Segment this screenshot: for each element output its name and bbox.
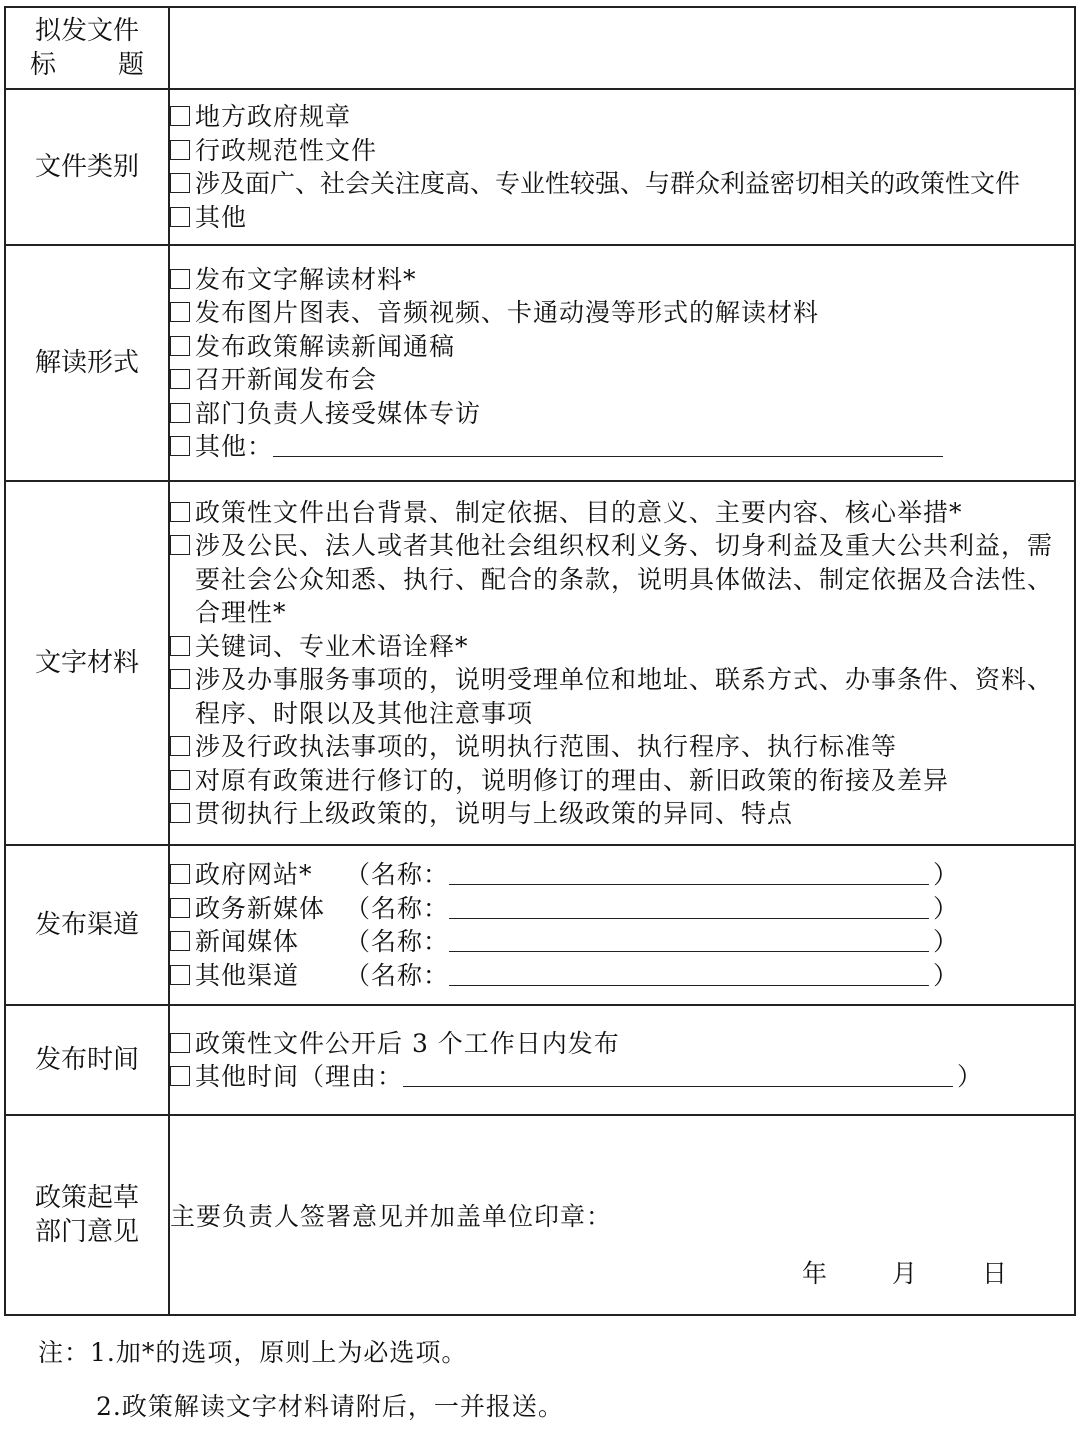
option-item xyxy=(170,100,1074,134)
label-title-char2: 题 xyxy=(117,50,144,80)
row-opinion xyxy=(5,1115,1075,1315)
checkbox[interactable] xyxy=(170,269,190,289)
option-item xyxy=(170,730,1074,764)
checkbox[interactable] xyxy=(170,803,190,823)
option-item xyxy=(170,430,1074,464)
reason-input[interactable] xyxy=(403,1060,953,1087)
label-title-char1: 标 xyxy=(30,50,57,80)
checkbox[interactable] xyxy=(170,864,190,884)
row-title xyxy=(5,7,1075,89)
option-item xyxy=(170,1027,1074,1061)
option-label: 政策性文件公开后 3 个工作日内发布 xyxy=(195,1028,620,1058)
option-item xyxy=(170,1060,1074,1094)
label-opinion-line1: 政策起草 xyxy=(34,1183,139,1213)
option-item xyxy=(170,263,1074,297)
name-prefix: （名称： xyxy=(345,927,450,956)
checkbox[interactable] xyxy=(170,669,190,689)
option-label: 涉及办事服务事项的，说明受理单位和地址、联系方式、办事条件、资料、程序、时限以及其他注意事项 xyxy=(195,665,1054,728)
row-category xyxy=(5,89,1075,245)
channel-name-input[interactable] xyxy=(449,925,929,952)
label-opinion-line2: 部门意见 xyxy=(34,1217,139,1247)
checkbox[interactable] xyxy=(170,436,190,456)
checkbox[interactable] xyxy=(170,403,190,423)
row-interpretation xyxy=(5,245,1075,481)
checkbox[interactable] xyxy=(170,369,190,389)
checkbox[interactable] xyxy=(170,1033,190,1053)
channel-name: 政府网站* xyxy=(195,860,313,889)
other-label: 其他： xyxy=(195,432,274,461)
option-item xyxy=(170,296,1074,330)
option-item xyxy=(170,496,1074,530)
option-item xyxy=(170,363,1074,397)
option-item xyxy=(170,764,1074,798)
note-1: 注：1.加*的选项，原则上为必选项。 xyxy=(38,1338,468,1367)
label-title xyxy=(5,7,169,89)
other-input-line[interactable] xyxy=(273,430,943,457)
option-label: 行政规范性文件 xyxy=(195,135,378,165)
checkbox[interactable] xyxy=(170,106,190,126)
label-interpretation: 解读形式 xyxy=(5,245,169,481)
option-label: 政策性文件出台背景、制定依据、目的意义、主要内容、核心举措* xyxy=(195,497,963,527)
checkbox[interactable] xyxy=(170,173,190,193)
checkbox[interactable] xyxy=(170,770,190,790)
option-item xyxy=(170,134,1074,168)
checkbox[interactable] xyxy=(170,636,190,656)
time-options xyxy=(169,1005,1075,1115)
label-opinion xyxy=(5,1115,169,1315)
checkbox[interactable] xyxy=(170,931,190,951)
checkbox[interactable] xyxy=(170,207,190,227)
option-label: 部门负责人接受媒体专访 xyxy=(195,398,482,428)
option-label: 涉及行政执法事项的，说明执行范围、执行程序、执行标准等 xyxy=(195,732,898,761)
month-label: 月 xyxy=(891,1259,918,1288)
checkbox[interactable] xyxy=(170,140,190,160)
option-item xyxy=(170,167,1074,201)
text-material-options xyxy=(169,481,1075,845)
option-label: 涉及公民、法人或者其他社会组织权利义务、切身利益及重大公共利益，需要社会公众知悉、执行、配合的条款，说明具体做法、制定依据及合法性、合理性* xyxy=(195,531,1054,627)
option-label: 发布图片图表、音频视频、卡通动漫等形式的解读材料 xyxy=(195,298,820,327)
checkbox[interactable] xyxy=(170,736,190,756)
option-item xyxy=(170,797,1074,831)
option-item xyxy=(170,201,1074,235)
row-text-material xyxy=(5,481,1075,845)
option-item xyxy=(170,397,1074,431)
option-item xyxy=(170,529,1074,630)
opinion-cell[interactable] xyxy=(169,1115,1075,1315)
option-item xyxy=(170,630,1074,664)
label-channel: 发布渠道 xyxy=(5,845,169,1005)
category-options xyxy=(169,89,1075,245)
option-item xyxy=(170,858,1074,892)
option-label: 贯彻执行上级政策的，说明与上级政策的异同、特点 xyxy=(195,799,794,828)
checkbox[interactable] xyxy=(170,1066,190,1086)
option-item xyxy=(170,330,1074,364)
year-label: 年 xyxy=(801,1259,828,1288)
checkbox[interactable] xyxy=(170,535,190,555)
close-paren: ） xyxy=(933,927,959,956)
close-paren: ） xyxy=(933,893,959,923)
option-label: 对原有政策进行修订的，说明修订的理由、新旧政策的衔接及差异 xyxy=(195,765,950,795)
channel-name-input[interactable] xyxy=(449,959,929,986)
name-prefix: （名称： xyxy=(345,860,450,889)
option-label: 召开新闻发布会 xyxy=(195,365,378,394)
option-label: 涉及面广、社会关注度高、专业性较强、与群众利益密切相关的政策性文件 xyxy=(195,169,1021,198)
day-label: 日 xyxy=(981,1259,1008,1288)
channel-name: 政务新媒体 xyxy=(195,893,326,923)
channel-options xyxy=(169,845,1075,1005)
name-prefix: （名称： xyxy=(345,960,450,990)
channel-name-input[interactable] xyxy=(449,858,929,885)
close-paren: ） xyxy=(933,960,959,990)
option-label: 发布政策解读新闻通稿 xyxy=(195,331,456,361)
option-label: 发布文字解读材料* xyxy=(195,264,417,294)
row-channel xyxy=(5,845,1075,1005)
option-label: 其他时间（理由： xyxy=(195,1062,404,1091)
option-item xyxy=(170,925,1074,959)
label-title-line1: 拟发文件 xyxy=(34,16,139,46)
option-label: 关键词、专业术语诠释* xyxy=(195,631,469,661)
date-row xyxy=(802,1254,1008,1290)
close-paren: ） xyxy=(933,860,959,889)
label-category: 文件类别 xyxy=(5,89,169,245)
interpretation-options xyxy=(169,245,1075,481)
note-2: 2.政策解读文字材料请附后，一并报送。 xyxy=(96,1392,564,1421)
checkbox[interactable] xyxy=(170,898,190,918)
checkbox[interactable] xyxy=(170,965,190,985)
channel-name: 其他渠道 xyxy=(195,960,300,990)
channel-name-input[interactable] xyxy=(449,892,929,919)
checkbox[interactable] xyxy=(170,336,190,356)
notes xyxy=(38,1326,564,1434)
policy-interpretation-form xyxy=(4,6,1076,1316)
option-item xyxy=(170,959,1074,993)
label-time: 发布时间 xyxy=(5,1005,169,1115)
option-label: 其他 xyxy=(195,202,248,232)
row-time xyxy=(5,1005,1075,1115)
title-input-cell[interactable] xyxy=(169,7,1075,89)
option-item xyxy=(170,663,1074,730)
channel-name: 新闻媒体 xyxy=(195,927,300,956)
option-label: 地方政府规章 xyxy=(195,102,352,131)
option-item xyxy=(170,892,1074,926)
checkbox[interactable] xyxy=(170,302,190,322)
close-paren: ） xyxy=(957,1062,983,1091)
label-text-material: 文字材料 xyxy=(5,481,169,845)
name-prefix: （名称： xyxy=(345,893,450,923)
checkbox[interactable] xyxy=(170,502,190,522)
opinion-instruction: 主要负责人签署意见并加盖单位印章： xyxy=(170,1202,613,1231)
